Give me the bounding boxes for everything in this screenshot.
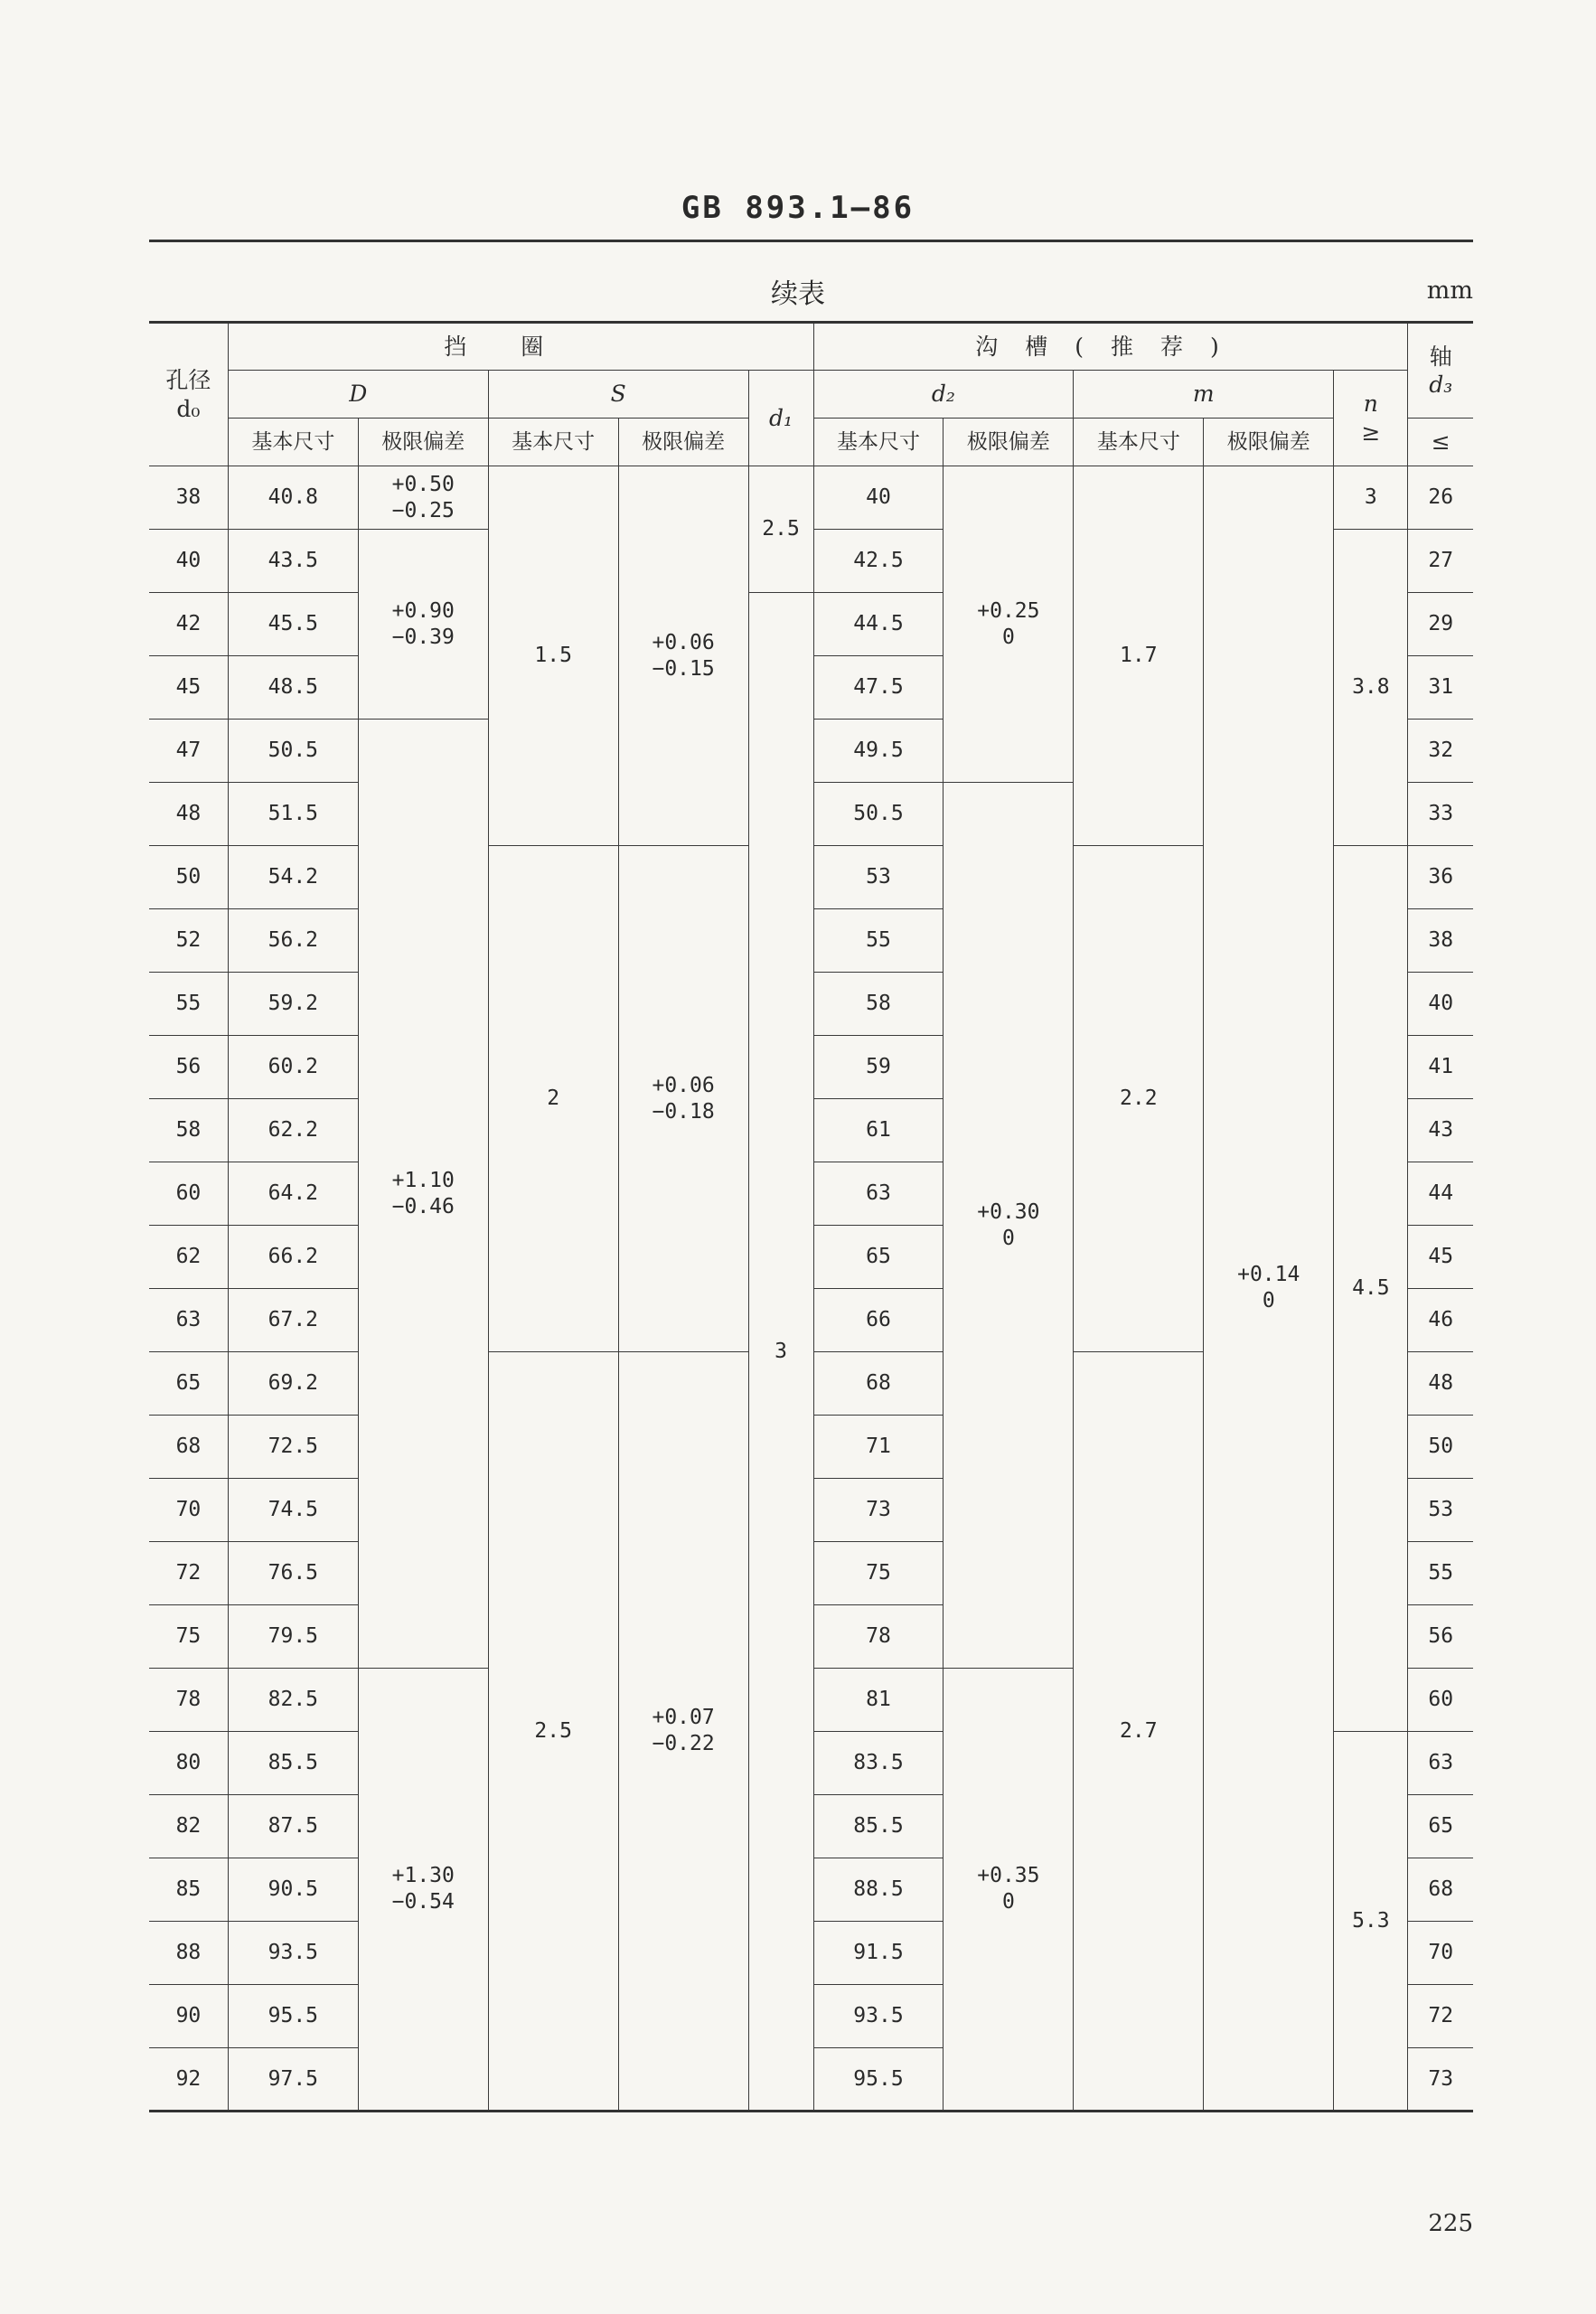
table-row — [149, 466, 1473, 530]
cell-D: 74.5 — [228, 1479, 358, 1542]
header-n-label: n — [1363, 390, 1378, 418]
cell-d2: 44.5 — [813, 593, 944, 656]
cell-S-dev: +0.06 −0.18 — [618, 846, 748, 1352]
cell-D-dev: +1.10 −0.46 — [358, 720, 488, 1669]
header-n — [1334, 371, 1408, 466]
cell-n: 4.5 — [1334, 846, 1408, 1732]
cell-D: 56.2 — [228, 909, 358, 973]
cell-D: 43.5 — [228, 530, 358, 593]
cell-m-dev: +0.14 0 — [1204, 466, 1334, 2112]
cell-D: 87.5 — [228, 1795, 358, 1858]
cell-d3: 45 — [1408, 1226, 1473, 1289]
cell-d2: 59 — [813, 1036, 944, 1099]
cell-m-basic: 2.7 — [1074, 1352, 1204, 2112]
cell-d1: 2.5 — [748, 466, 813, 593]
cell-d2: 68 — [813, 1352, 944, 1416]
cell-D: 97.5 — [228, 2048, 358, 2112]
cell-d0: 62 — [149, 1226, 228, 1289]
cell-m-basic: 2.2 — [1074, 846, 1204, 1352]
cell-d3: 36 — [1408, 846, 1473, 909]
cell-d0: 45 — [149, 656, 228, 720]
header-groove: 沟槽(推荐) — [813, 323, 1408, 371]
cell-d2: 66 — [813, 1289, 944, 1352]
cell-n: 3 — [1334, 466, 1408, 530]
cell-d0: 70 — [149, 1479, 228, 1542]
cell-D: 69.2 — [228, 1352, 358, 1416]
header-m: m — [1074, 371, 1334, 419]
cell-d3: 31 — [1408, 656, 1473, 720]
cell-d1: 3 — [748, 593, 813, 2112]
cell-D: 50.5 — [228, 720, 358, 783]
cell-d2: 55 — [813, 909, 944, 973]
cell-d2: 78 — [813, 1605, 944, 1669]
cell-d2: 53 — [813, 846, 944, 909]
cell-d3: 48 — [1408, 1352, 1473, 1416]
header-rule — [149, 240, 1473, 242]
cell-d0: 90 — [149, 1985, 228, 2048]
cell-d2-dev: +0.30 0 — [944, 783, 1074, 1669]
cell-D: 48.5 — [228, 656, 358, 720]
header-shaft — [1408, 323, 1473, 419]
cell-d2-dev: +0.35 0 — [944, 1669, 1074, 2112]
cell-d0: 63 — [149, 1289, 228, 1352]
header-D: D — [228, 371, 488, 419]
cell-d0: 78 — [149, 1669, 228, 1732]
cell-D-dev: +1.30 −0.54 — [358, 1669, 488, 2112]
cell-n: 3.8 — [1334, 530, 1408, 846]
header-d1: d₁ — [748, 371, 813, 466]
cell-d2: 58 — [813, 973, 944, 1036]
cell-d3: 70 — [1408, 1922, 1473, 1985]
cell-D: 60.2 — [228, 1036, 358, 1099]
cell-S-basic: 2.5 — [488, 1352, 618, 2112]
header-S-basic: 基本尺寸 — [488, 419, 618, 466]
cell-d3: 50 — [1408, 1416, 1473, 1479]
header-hole-diameter — [149, 323, 228, 466]
dimension-table — [149, 321, 1473, 2112]
cell-d0: 56 — [149, 1036, 228, 1099]
cell-d3: 44 — [1408, 1162, 1473, 1226]
cell-d3: 68 — [1408, 1858, 1473, 1922]
cell-D-dev: +0.50 −0.25 — [358, 466, 488, 530]
cell-d0: 48 — [149, 783, 228, 846]
cell-d0: 50 — [149, 846, 228, 909]
cell-d0: 38 — [149, 466, 228, 530]
cell-d3: 72 — [1408, 1985, 1473, 2048]
cell-d3: 27 — [1408, 530, 1473, 593]
cell-d3: 33 — [1408, 783, 1473, 846]
cell-d0: 80 — [149, 1732, 228, 1795]
cell-D: 66.2 — [228, 1226, 358, 1289]
cell-D: 59.2 — [228, 973, 358, 1036]
cell-d2: 49.5 — [813, 720, 944, 783]
cell-d0: 72 — [149, 1542, 228, 1605]
cell-d3: 40 — [1408, 973, 1473, 1036]
cell-m-basic: 1.7 — [1074, 466, 1204, 846]
cell-d0: 58 — [149, 1099, 228, 1162]
cell-d0: 82 — [149, 1795, 228, 1858]
cell-S-basic: 2 — [488, 846, 618, 1352]
cell-d3: 65 — [1408, 1795, 1473, 1858]
header-D-basic: 基本尺寸 — [228, 419, 358, 466]
cell-d2: 50.5 — [813, 783, 944, 846]
cell-d2: 75 — [813, 1542, 944, 1605]
cell-d0: 75 — [149, 1605, 228, 1669]
cell-d2: 95.5 — [813, 2048, 944, 2112]
cell-d3: 29 — [1408, 593, 1473, 656]
header-d2-basic: 基本尺寸 — [813, 419, 944, 466]
cell-d2: 93.5 — [813, 1985, 944, 2048]
cell-n: 5.3 — [1334, 1732, 1408, 2112]
cell-D-dev: +0.90 −0.39 — [358, 530, 488, 720]
table-title: 续表 — [771, 278, 825, 310]
header-hole-label: 孔径 — [165, 367, 211, 394]
header-d2: d₂ — [813, 371, 1074, 419]
header-D-deviation: 极限偏差 — [358, 419, 488, 466]
cell-d2: 73 — [813, 1479, 944, 1542]
cell-D: 93.5 — [228, 1922, 358, 1985]
cell-d0: 55 — [149, 973, 228, 1036]
cell-d3: 32 — [1408, 720, 1473, 783]
cell-d3: 60 — [1408, 1669, 1473, 1732]
cell-d0: 92 — [149, 2048, 228, 2112]
cell-d0: 68 — [149, 1416, 228, 1479]
cell-S-basic: 1.5 — [488, 466, 618, 846]
cell-D: 85.5 — [228, 1732, 358, 1795]
cell-D: 67.2 — [228, 1289, 358, 1352]
cell-d3: 56 — [1408, 1605, 1473, 1669]
cell-D: 51.5 — [228, 783, 358, 846]
header-m-deviation: 极限偏差 — [1204, 419, 1334, 466]
cell-d3: 26 — [1408, 466, 1473, 530]
cell-d2: 91.5 — [813, 1922, 944, 1985]
cell-d3: 38 — [1408, 909, 1473, 973]
cell-D: 64.2 — [228, 1162, 358, 1226]
cell-d2: 63 — [813, 1162, 944, 1226]
cell-D: 95.5 — [228, 1985, 358, 2048]
header-d2-deviation: 极限偏差 — [944, 419, 1074, 466]
cell-d0: 47 — [149, 720, 228, 783]
header-retaining-ring: 挡圈 — [228, 323, 813, 371]
cell-D: 72.5 — [228, 1416, 358, 1479]
cell-d0: 65 — [149, 1352, 228, 1416]
cell-D: 40.8 — [228, 466, 358, 530]
cell-d2-dev: +0.25 0 — [944, 466, 1074, 783]
unit-label: mm — [1426, 277, 1473, 305]
header-m-basic: 基本尺寸 — [1074, 419, 1204, 466]
page-number: 225 — [1428, 2210, 1473, 2237]
cell-d2: 65 — [813, 1226, 944, 1289]
cell-D: 45.5 — [228, 593, 358, 656]
cell-d2: 71 — [813, 1416, 944, 1479]
cell-d3: 73 — [1408, 2048, 1473, 2112]
cell-D: 90.5 — [228, 1858, 358, 1922]
cell-d3: 63 — [1408, 1732, 1473, 1795]
cell-d2: 83.5 — [813, 1732, 944, 1795]
cell-d2: 88.5 — [813, 1858, 944, 1922]
cell-S-dev: +0.06 −0.15 — [618, 466, 748, 846]
cell-D: 76.5 — [228, 1542, 358, 1605]
header-d3: d₃ — [1429, 372, 1453, 398]
cell-D: 82.5 — [228, 1669, 358, 1732]
cell-d0: 52 — [149, 909, 228, 973]
header-n-ge: ≥ — [1361, 419, 1381, 446]
document-code: GB 893.1—86 — [681, 190, 915, 226]
cell-d0: 42 — [149, 593, 228, 656]
header-d3-le: ≤ — [1408, 419, 1473, 466]
cell-d3: 53 — [1408, 1479, 1473, 1542]
cell-D: 54.2 — [228, 846, 358, 909]
cell-d2: 81 — [813, 1669, 944, 1732]
cell-d2: 42.5 — [813, 530, 944, 593]
cell-d2: 47.5 — [813, 656, 944, 720]
cell-d2: 85.5 — [813, 1795, 944, 1858]
cell-d0: 85 — [149, 1858, 228, 1922]
cell-d2: 61 — [813, 1099, 944, 1162]
header-S: S — [488, 371, 748, 419]
cell-D: 62.2 — [228, 1099, 358, 1162]
cell-D: 79.5 — [228, 1605, 358, 1669]
cell-d0: 40 — [149, 530, 228, 593]
cell-d0: 88 — [149, 1922, 228, 1985]
cell-d3: 43 — [1408, 1099, 1473, 1162]
cell-d2: 40 — [813, 466, 944, 530]
header-d0: d₀ — [176, 395, 201, 422]
table-body — [149, 466, 1473, 2112]
cell-S-dev: +0.07 −0.22 — [618, 1352, 748, 2112]
cell-d3: 41 — [1408, 1036, 1473, 1099]
cell-d3: 55 — [1408, 1542, 1473, 1605]
cell-d3: 46 — [1408, 1289, 1473, 1352]
header-S-deviation: 极限偏差 — [618, 419, 748, 466]
cell-d0: 60 — [149, 1162, 228, 1226]
header-shaft-label: 轴 — [1429, 343, 1452, 370]
